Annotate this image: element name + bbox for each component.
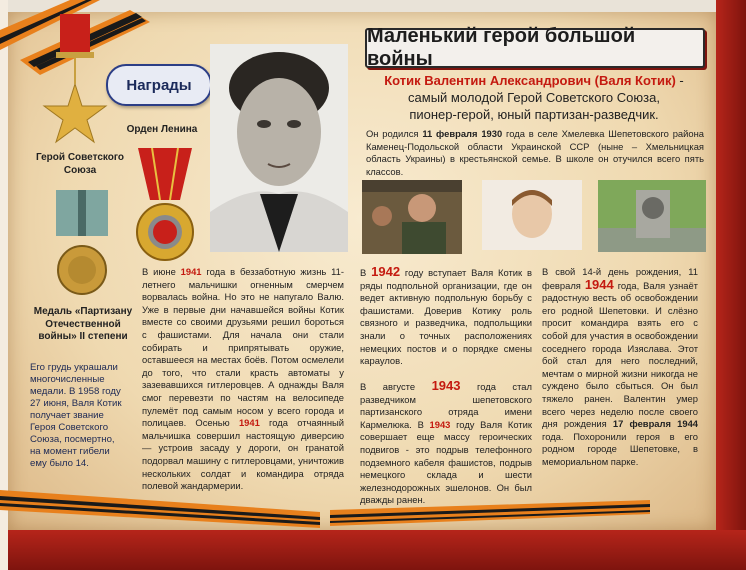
- col1-year-1941-b: 1941: [238, 417, 260, 429]
- intro-paragraph: [366, 128, 704, 178]
- page-title: Маленький герой большой войны: [367, 25, 636, 70]
- awards-badge: [106, 64, 212, 106]
- col1-year-1941-a: 1941: [180, 266, 202, 277]
- photo-memorial: [598, 180, 706, 252]
- col2-text-b: году вступает Валя Котик в ряды подпольной организации, где он ведет активную подпольную борьбу с фашистами. Доверив Котику роль связного и разведчика, подпольщики знали о точных расположениях немецких постов и о порядке смены караулов.: [360, 267, 532, 367]
- column-2-part2: [360, 380, 532, 507]
- col3-text-b: года, Валя узнаёт радостную весть об освобождении его родной Шепетовки. И слёзно просит командира взять его с собой для участия в освобождении соседнего города Изяслава. Этот бой стал для него последний, мечтам о мирной жизни никогда не суждено было сбыться. Он был тяжело ранен. Валентин умер всего через неделю после своего дня рождения: [542, 279, 698, 430]
- col2-year-1943-a: 1943: [431, 378, 461, 393]
- col2-year-1942: 1942: [371, 264, 401, 279]
- photo-partisans: [362, 180, 462, 254]
- column-3: [542, 266, 698, 469]
- col2-text-a: В: [360, 267, 372, 278]
- col3-text-a: В свой 14-й день рождения, 11 февраля: [542, 266, 698, 291]
- hero-heading: [362, 72, 706, 123]
- col1-text-c: года отчаянный мальчишка совершил настоящую диверсию — устроив засаду у дороги, он гранатой подорвал машину с гитлеровцами, уничтожив нескольких солдат и командира отряда полевой жандармерии.: [142, 417, 345, 492]
- left-note: Его грудь украшали многочисленные медали. В 1958 году 27 июня, Валя Котик получает звание Героя Советского Союза, посмертно, на момент гибели ему было 14.: [30, 362, 122, 469]
- order-lenin-icon: [130, 148, 200, 268]
- photo-boy-drawing: [482, 180, 582, 250]
- partisan-medal-icon: [52, 190, 112, 302]
- intro-date: 11 февраля 1930: [422, 128, 503, 139]
- col3-year-1944: 1944: [584, 276, 614, 292]
- column-1: [142, 266, 344, 493]
- frame-right: [716, 0, 746, 570]
- partisan-medal-label: Медаль «Партизану Отечественной войны» II степени: [33, 306, 133, 342]
- hero-star-label: Герой Советского Союза: [35, 152, 125, 176]
- hero-dash: -: [679, 73, 684, 88]
- hero-name: Котик Валентин Александрович (Валя Котик): [384, 73, 676, 88]
- hero-line2: самый молодой Герой Советского Союза,: [408, 90, 660, 105]
- col2-text-c: В августе: [360, 381, 432, 392]
- col3-text-c: года. Похоронили героя в его родном городе Шепетовке, в мемориальном парке.: [542, 430, 698, 467]
- column-2: [360, 266, 532, 368]
- intro-text-a: Он родился: [366, 128, 423, 139]
- col2-text-d: года стал разведчиком шепетовского партизанского отряда имени Кармелюка. В: [360, 381, 532, 430]
- col1-text-a: В июне: [142, 266, 181, 277]
- hero-portrait: [210, 44, 348, 252]
- col2-year-1943-b: 1943: [429, 418, 451, 430]
- order-lenin-label: Орден Ленина: [126, 124, 198, 135]
- col1-text-b: года в беззаботную жизнь 11-летнего мальчишки огненным смерчем ворвалась война. Но это не напугало Валю. Уже в первые дни начавшейся войны Котик вместе со своими друзьями решил бороться с фашистами. Для начала они стали собирать и припрятывать оружие, оставшееся на местах боёв. Потом осмелели до того, что стали красть автоматы у зазевавшихся гитлеровцев. А однажды Валя смог перевезти по частям на велосипеде пулемёт под самым носом у всего города и полицаев. Осенью: [142, 266, 344, 429]
- col2-text-e: году Валя Котик совершает еще массу героических подвигов - это подрыв телефонного подземного кабеля фашистов, подрыв немецкого склада и шести железнодорожных эшелонов. Он был дважды ранен.: [360, 418, 532, 506]
- hero-star-medal-icon: [40, 14, 110, 150]
- page-title-box: [365, 25, 705, 70]
- col3-death-date: 17 февраля 1944: [612, 418, 698, 430]
- intro-text-b: года в селе Хмелевка Шепетовского района Каменец-Подольской области Украинской ССР (ныне – Хмельницкая область Украины) в крестьянской семье. В школе он отучился всего пять классов.: [366, 128, 704, 177]
- hero-line3: пионер-герой, юный партизан-разведчик.: [409, 107, 659, 122]
- awards-label: Награды: [126, 76, 192, 94]
